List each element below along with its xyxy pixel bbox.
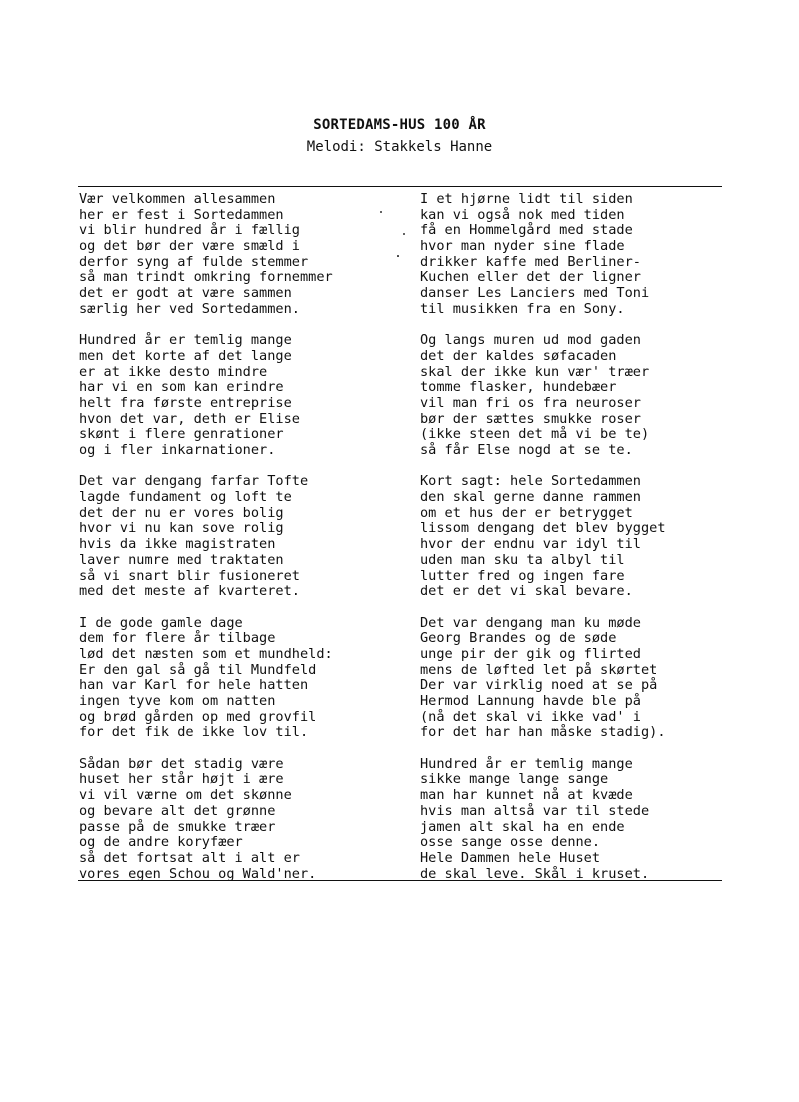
verse-line: Og langs muren ud mod gaden (420, 332, 641, 349)
verse-line: er at ikke desto mindre (79, 363, 268, 380)
verse-line: laver numre med traktaten (79, 551, 284, 568)
verse-line: Georg Brandes og de søde (420, 630, 617, 647)
verse-line: for det fik de ikke lov til. (79, 724, 309, 741)
verse-line: I et hjørne lidt til siden (420, 191, 633, 207)
stanza (420, 192, 740, 318)
verse-line: her er fest i Sortedammen (79, 206, 284, 223)
verse-line: vi vil værne om det skønne (79, 787, 292, 804)
verse-line: det der kaldes søfacaden (420, 347, 617, 364)
verse-line: med det meste af kvarteret. (79, 583, 300, 600)
verse-line: så man trindt omkring fornemmer (79, 269, 333, 286)
verse-line: drikker kaffe med Berliner- (420, 253, 641, 270)
verse-line: osse sange osse denne. (420, 834, 601, 851)
verse-line: hvor vi nu kan sove rolig (79, 520, 284, 537)
stanza (79, 757, 409, 883)
verse-line: vil man fri os fra neuroser (420, 394, 641, 411)
verse-line: han var Karl for hele hatten (79, 677, 309, 694)
verse-line: Vær velkommen allesammen (79, 191, 276, 207)
scan-speck (403, 233, 405, 235)
verse-line: det der nu er vores bolig (79, 504, 284, 521)
verse-line: hvis da ikke magistraten (79, 536, 276, 553)
verse-line: det er godt at være sammen (79, 285, 292, 302)
stanza (79, 192, 409, 318)
verse-line: dem for flere år tilbage (79, 630, 276, 647)
verse-line: Hundred år er temlig mange (420, 755, 633, 772)
stanza (420, 616, 740, 742)
verse-line: og de andre koryfæer (79, 834, 243, 851)
top-divider (78, 186, 722, 187)
verse-line: vi blir hundred år i fællig (79, 222, 300, 239)
verse-line: I de gode gamle dage (79, 614, 243, 631)
verse-line: Hundred år er temlig mange (79, 332, 292, 349)
scan-speck (380, 211, 382, 213)
verse-line: men det korte af det lange (79, 347, 292, 364)
verse-line: bør der sættes smukke roser (420, 410, 641, 427)
verse-line: og i fler inkarnationer. (79, 442, 276, 458)
verse-line: de skal leve. Skål i kruset. (420, 865, 650, 882)
verse-line: og brød gården op med grovfil (79, 708, 317, 725)
verse-line: og bevare alt det grønne (79, 802, 276, 819)
melody-subtitle: Melodi: Stakkels Hanne (306, 139, 493, 155)
verse-line: hvor man nyder sine flade (420, 238, 625, 255)
verse-line: (nå det skal vi ikke vad' i (420, 708, 641, 725)
verse-line: derfor syng af fulde stemmer (79, 253, 309, 270)
verse-line: den skal gerne danne rammen (420, 489, 641, 506)
verse-line: og det bør der være smæld i (79, 238, 300, 255)
verse-line: (ikke steen det må vi be te) (420, 426, 650, 443)
verse-line: Det var dengang man ku møde (420, 614, 641, 631)
verse-line: Hermod Lannung havde ble på (420, 693, 641, 709)
verse-line: sikke mange lange sange (420, 771, 609, 788)
verse-line: unge pir der gik og flirted (420, 645, 641, 662)
verse-line: hvor der endnu var idyl til (420, 536, 641, 553)
verse-line: Det var dengang farfar Tofte (79, 473, 309, 490)
scan-speck (397, 255, 399, 257)
verse-line: så får Else nogd at se te. (420, 442, 633, 458)
verse-line: så det fortsat alt i alt er (79, 849, 300, 866)
stanza (420, 757, 740, 883)
verse-line: lissom dengang det blev bygget (420, 520, 666, 537)
bottom-divider (78, 880, 722, 881)
verse-line: vores egen Schou og Wald'ner. (79, 865, 317, 882)
verse-line: få en Hommelgård med stade (420, 222, 633, 239)
song-title: SORTEDAMS-HUS 100 ÅR (313, 117, 486, 133)
verse-line: særlig her ved Sortedammen. (79, 300, 300, 317)
left-column (79, 192, 409, 882)
stanza (79, 616, 409, 742)
verse-line: lagde fundament og loft te (79, 489, 292, 506)
verse-line: man har kunnet nå at kvæde (420, 787, 633, 804)
stanza (420, 333, 740, 459)
verse-line: Kuchen eller det der ligner (420, 269, 641, 286)
verse-line: ingen tyve kom om natten (79, 693, 276, 709)
verse-line: passe på de smukke træer (79, 818, 276, 835)
verse-line: Hele Dammen hele Huset (420, 849, 601, 866)
stanza (420, 474, 740, 600)
verse-line: uden man sku ta albyl til (420, 551, 625, 568)
verse-line: kan vi også nok med tiden (420, 206, 625, 223)
verse-line: så vi snart blir fusioneret (79, 567, 300, 584)
stanza (79, 333, 409, 459)
verse-line: tomme flasker, hundebæer (420, 379, 617, 396)
verse-line: det er det vi skal bevare. (420, 583, 633, 600)
verse-line: skønt i flere genrationer (79, 426, 284, 443)
verse-line: for det har han måske stadig). (420, 724, 666, 741)
verse-line: jamen alt skal ha en ende (420, 818, 625, 835)
verse-line: hvon det var, deth er Elise (79, 410, 300, 427)
verse-line: lutter fred og ingen fare (420, 567, 625, 584)
right-column (420, 192, 740, 882)
verse-line: om et hus der er betrygget (420, 504, 633, 521)
verse-line: danser Les Lanciers med Toni (420, 285, 650, 302)
verse-line: helt fra første entreprise (79, 394, 292, 411)
verse-line: Sådan bør det stadig være (79, 755, 284, 772)
verse-line: huset her står højt i ære (79, 771, 284, 788)
verse-line: har vi en som kan erindre (79, 379, 284, 396)
verse-line: Er den gal så gå til Mundfeld (79, 661, 317, 678)
verse-line: Kort sagt: hele Sortedammen (420, 473, 641, 490)
verse-line: Der var virklig noed at se på (420, 677, 658, 694)
verse-line: til musikken fra en Sony. (420, 300, 625, 317)
verse-line: lød det næsten som et mundheld: (79, 645, 333, 662)
verse-line: skal der ikke kun vær' træer (420, 363, 650, 380)
verse-line: hvis man altså var til stede (420, 802, 650, 819)
stanza (79, 474, 409, 600)
verse-line: mens de løfted let på skørtet (420, 661, 658, 678)
